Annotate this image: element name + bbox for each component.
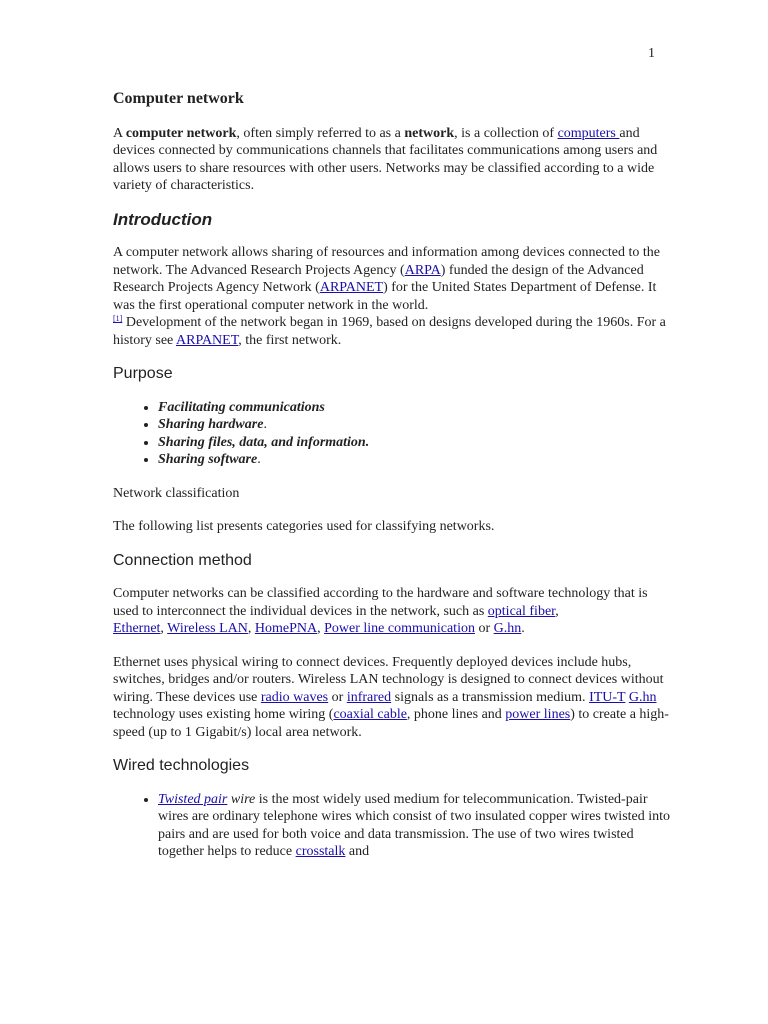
- link-twisted-pair[interactable]: Twisted pair: [158, 791, 228, 807]
- list-item: [158, 791, 673, 861]
- text-run: wire: [227, 791, 256, 807]
- text-run: A: [113, 125, 126, 141]
- bold-term: computer network: [125, 125, 237, 141]
- link-ghn[interactable]: G.hn: [493, 621, 522, 636]
- text-run: , the first network.: [238, 332, 342, 348]
- text-run: or: [328, 689, 347, 705]
- link-power-line-communication[interactable]: Power line communication: [324, 621, 475, 636]
- link-radio-waves[interactable]: radio waves: [260, 689, 329, 705]
- link-homepna[interactable]: HomePNA: [254, 621, 318, 636]
- heading-connection-method: Connection method: [113, 551, 252, 569]
- purpose-list: [113, 399, 673, 469]
- network-classification-label: Network classification: [113, 485, 240, 501]
- bold-term: network: [404, 125, 455, 141]
- link-crosstalk[interactable]: crosstalk: [295, 844, 346, 859]
- text-run: , is a collection of: [454, 125, 558, 141]
- wired-list: [113, 791, 673, 861]
- heading-purpose: Purpose: [113, 365, 173, 382]
- text-run: .: [263, 417, 267, 432]
- text-run: ,: [160, 621, 168, 636]
- list-item-text: Sharing software: [158, 452, 258, 467]
- introduction-paragraph: [113, 244, 673, 349]
- link-wireless-lan[interactable]: Wireless LAN: [167, 621, 248, 636]
- link-power-lines[interactable]: power lines: [505, 707, 571, 722]
- link-infrared[interactable]: infrared: [346, 689, 392, 705]
- link-ghn-2[interactable]: G.hn: [628, 689, 657, 705]
- text-run: and: [345, 844, 370, 859]
- classification-intro-paragraph: The following list presents categories used for classifying networks.: [113, 519, 495, 534]
- heading-introduction: Introduction: [113, 209, 213, 229]
- list-item: [158, 434, 673, 452]
- page-title: Computer network: [113, 90, 244, 107]
- connection-paragraph-2: [113, 654, 673, 742]
- link-itu-t[interactable]: ITU-T: [589, 689, 626, 705]
- text-run: .: [521, 621, 525, 636]
- reference-link[interactable]: [1]: [113, 314, 123, 323]
- link-arpanet[interactable]: ARPANET: [319, 280, 384, 295]
- page-number: 1: [648, 46, 655, 61]
- heading-wired-technologies: Wired technologies: [113, 757, 250, 774]
- text-run: A computer network allows sharing of resources and information among devices connected to the network. The Advanced Research Projects Agency (: [113, 245, 661, 278]
- text-run: technology uses existing home wiring (: [113, 707, 334, 722]
- list-item: [158, 451, 673, 469]
- text-run: ,: [317, 621, 325, 636]
- link-ethernet[interactable]: Ethernet: [113, 621, 161, 636]
- link-computers[interactable]: computers: [557, 125, 620, 141]
- text-run: is the most widely used medium for telecommunication. Twisted-pair wires are ordinary telephone wires which consist of two insulated copper wires twisted into pairs and are used for both voice and data transmission. The use of two wires twisted together helps to reduce: [158, 791, 671, 859]
- link-coaxial-cable[interactable]: coaxial cable: [333, 707, 407, 722]
- text-run: signals as a transmission medium.: [391, 689, 590, 705]
- link-arpanet-history[interactable]: ARPANET: [176, 332, 239, 348]
- text-run: and devices connected by communications channels that facilitates communications among users and allows users to share resources with other users. Networks may be classified according to a wide variety of characteristics.: [113, 125, 658, 193]
- link-optical-fiber[interactable]: optical fiber: [487, 603, 556, 619]
- document-body: [113, 90, 673, 877]
- list-item-text: Sharing hardware: [158, 417, 264, 432]
- list-item: [158, 416, 673, 434]
- text-run: ,: [555, 603, 559, 619]
- text-run: ) funded the design of the Advanced Research Projects Agency Network (: [113, 262, 644, 295]
- text-run: ,: [247, 621, 255, 636]
- text-run: , often simply referred to as a: [236, 125, 405, 141]
- text-run: ) to create a high-speed (up to 1 Gigabit/s) local area network.: [113, 707, 669, 740]
- link-arpa[interactable]: ARPA: [404, 262, 441, 278]
- text-run: , phone lines and: [406, 707, 506, 722]
- text-run: or: [474, 621, 494, 636]
- text-run: Computer networks can be classified according to the hardware and software technology that is used to interconnect the individual devices in the network, such as: [113, 586, 648, 619]
- list-item-text: Sharing files, data, and information.: [158, 434, 370, 450]
- text-run: ) for the United States Department of Defense. It was the first operational computer network in the world.: [113, 280, 657, 313]
- text-run: Development of the network began in 1969, based on designs developed during the 1960s. For a history see: [113, 315, 666, 348]
- list-item-text: Facilitating communications: [158, 399, 325, 415]
- connection-paragraph-1: [113, 585, 673, 638]
- text-run: .: [257, 452, 261, 467]
- text-run: Ethernet uses physical wiring to connect devices. Frequently deployed devices include hubs, switches, bridges and/or routers. Wireless LAN technology is designed to connect devices without wiring. These devices use: [113, 654, 664, 705]
- intro-paragraph: [113, 125, 673, 195]
- list-item: [158, 399, 673, 417]
